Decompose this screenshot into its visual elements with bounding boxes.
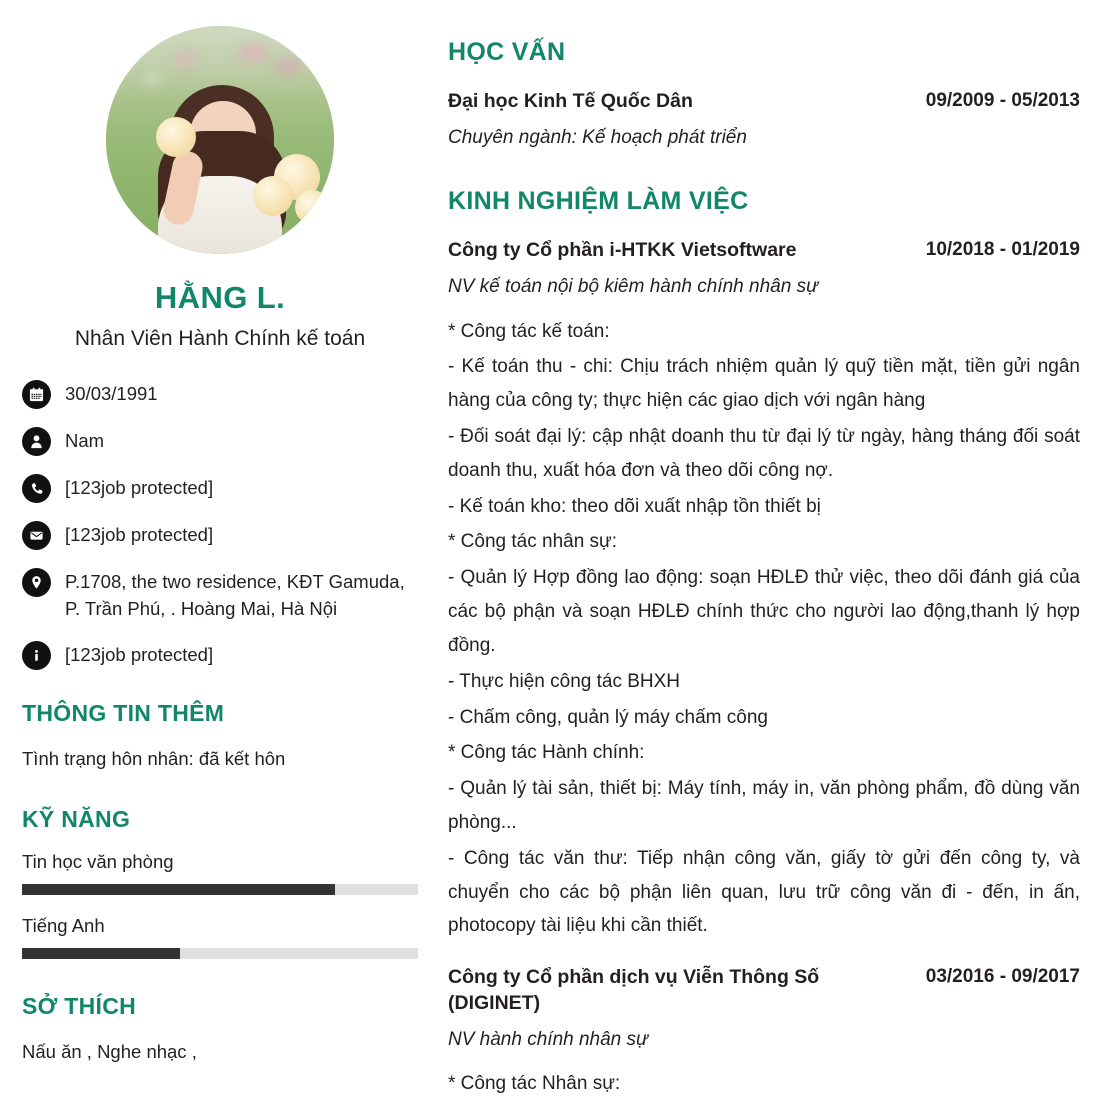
education-entry-header bbox=[448, 89, 1080, 115]
education-section bbox=[448, 38, 1080, 151]
experience-bullet-list bbox=[448, 315, 1080, 944]
experience-bullet-list bbox=[448, 1067, 1080, 1101]
contact-row-phone bbox=[22, 473, 418, 503]
profile-photo-container bbox=[22, 26, 418, 254]
experience-company: Công ty Cổ phần i-HTKK Vietsoftware bbox=[448, 239, 797, 262]
experience-heading: KINH NGHIỆM LÀM VIỆC bbox=[448, 187, 749, 216]
contact-value-gender: Nam bbox=[65, 430, 105, 451]
additional-info-text: Tình trạng hôn nhân: đã kết hôn bbox=[22, 747, 286, 769]
job-title: Nhân Viên Hành Chính kế toán bbox=[74, 327, 366, 350]
photo-blossom bbox=[142, 72, 164, 86]
contact-value-birthdate: 30/03/1991 bbox=[65, 383, 158, 404]
hobbies-heading: SỞ THÍCH bbox=[22, 993, 137, 1020]
experience-entry-header bbox=[448, 965, 1080, 1016]
skill-bar-track bbox=[22, 948, 418, 959]
skill-label: Tin học văn phòng bbox=[22, 851, 174, 873]
hobbies-section bbox=[22, 993, 418, 1066]
experience-bullet: * Công tác nhân sự: bbox=[448, 531, 618, 553]
education-heading: HỌC VẤN bbox=[448, 38, 566, 66]
contact-row-info bbox=[22, 640, 418, 670]
skill-bar-fill bbox=[22, 884, 335, 895]
experience-date: 03/2016 - 09/2017 bbox=[925, 966, 1080, 988]
additional-info-section bbox=[22, 700, 418, 773]
calendar-icon bbox=[22, 380, 51, 409]
experience-bullet: - Công tác văn thư: Tiếp nhận công văn, giấy tờ gửi đến công ty, và chuyển cho các bộ phận liên quan, lưu trữ công văn đi - đến, in ấn, photocopy tài liệu khi cần thiết. bbox=[448, 847, 1080, 937]
contact-value-phone: [123job protected] bbox=[65, 477, 214, 498]
experience-date: 10/2018 - 01/2019 bbox=[925, 239, 1080, 261]
experience-bullet: * Công tác Hành chính: bbox=[448, 742, 645, 764]
skills-section bbox=[22, 806, 418, 959]
experience-company: Công ty Cổ phần dịch vụ Viễn Thông Số (DIGINET) bbox=[448, 966, 820, 1014]
contact-value-email: [123job protected] bbox=[65, 524, 214, 545]
skill-bar-track bbox=[22, 884, 418, 895]
skill-bar-fill bbox=[22, 948, 180, 959]
contact-value-address: P.1708, the two residence, KĐT Gamuda, P. Trần Phú, . Hoàng Mai, Hà Nội bbox=[65, 571, 405, 619]
education-date: 09/2009 - 05/2013 bbox=[925, 90, 1080, 111]
photo-blossom bbox=[275, 58, 301, 74]
phone-icon bbox=[22, 474, 51, 503]
contact-row-address bbox=[22, 567, 418, 623]
experience-bullet: - Kế toán kho: theo dõi xuất nhập tồn thiết bị bbox=[448, 495, 821, 517]
page-title: HẰNG L. bbox=[154, 280, 286, 315]
experience-bullet: - Thực hiện công tác BHXH bbox=[448, 670, 681, 692]
hobbies-text: Nấu ăn , Nghe nhạc , bbox=[22, 1041, 197, 1063]
info-icon bbox=[22, 641, 51, 670]
education-major: Chuyên ngành: Kế hoạch phát triển bbox=[448, 126, 747, 148]
contact-row-gender bbox=[22, 426, 418, 456]
education-school: Đại học Kinh Tế Quốc Dân bbox=[448, 90, 693, 112]
contact-row-email bbox=[22, 520, 418, 550]
skill-item bbox=[22, 851, 418, 895]
left-sidebar bbox=[0, 0, 440, 1120]
experience-entry bbox=[448, 238, 1080, 943]
email-icon bbox=[22, 521, 51, 550]
experience-bullet: - Đối soát đại lý: cập nhật doanh thu từ đại lý từ ngày, hàng tháng đối soát doanh thu, xuất hóa đơn và theo dõi công nợ. bbox=[448, 426, 1080, 481]
experience-entry bbox=[448, 965, 1080, 1101]
person-icon bbox=[22, 427, 51, 456]
skill-item bbox=[22, 915, 418, 959]
experience-bullet: - Chấm công, quản lý máy chấm công bbox=[448, 706, 768, 728]
contact-list bbox=[22, 379, 418, 670]
education-entry bbox=[448, 89, 1080, 151]
experience-role: NV hành chính nhân sự bbox=[448, 1028, 649, 1050]
experience-bullet: - Quản lý Hợp đồng lao động: soạn HĐLĐ thử việc, theo dõi đánh giá của các bộ phận và soạn HĐLĐ chính thức cho người lao động,thanh lý hợp đồng. bbox=[448, 567, 1080, 656]
experience-section bbox=[448, 187, 1080, 1101]
profile-photo bbox=[106, 26, 334, 254]
experience-bullet: * Công tác kế toán: bbox=[448, 320, 610, 342]
skill-label: Tiếng Anh bbox=[22, 915, 105, 937]
experience-bullet: * Công tác Nhân sự: bbox=[448, 1073, 621, 1095]
contact-row-birthdate bbox=[22, 379, 418, 409]
skills-heading: KỸ NĂNG bbox=[22, 806, 131, 833]
experience-role: NV kế toán nội bộ kiêm hành chính nhân sự bbox=[448, 276, 819, 298]
experience-bullet: - Quản lý tài sản, thiết bị: Máy tính, máy in, văn phòng phẩm, đồ dùng văn phòng... bbox=[448, 778, 1080, 833]
experience-bullet: - Kế toán thu - chi: Chịu trách nhiệm quản lý quỹ tiền mặt, tiền gửi ngân hàng của công ty; thực hiện các giao dịch với ngân hàng bbox=[448, 356, 1080, 412]
location-icon bbox=[22, 568, 51, 597]
additional-info-heading: THÔNG TIN THÊM bbox=[22, 699, 225, 726]
main-content bbox=[440, 0, 1106, 1120]
experience-entry-header bbox=[448, 238, 1080, 264]
contact-value-info: [123job protected] bbox=[65, 643, 214, 665]
